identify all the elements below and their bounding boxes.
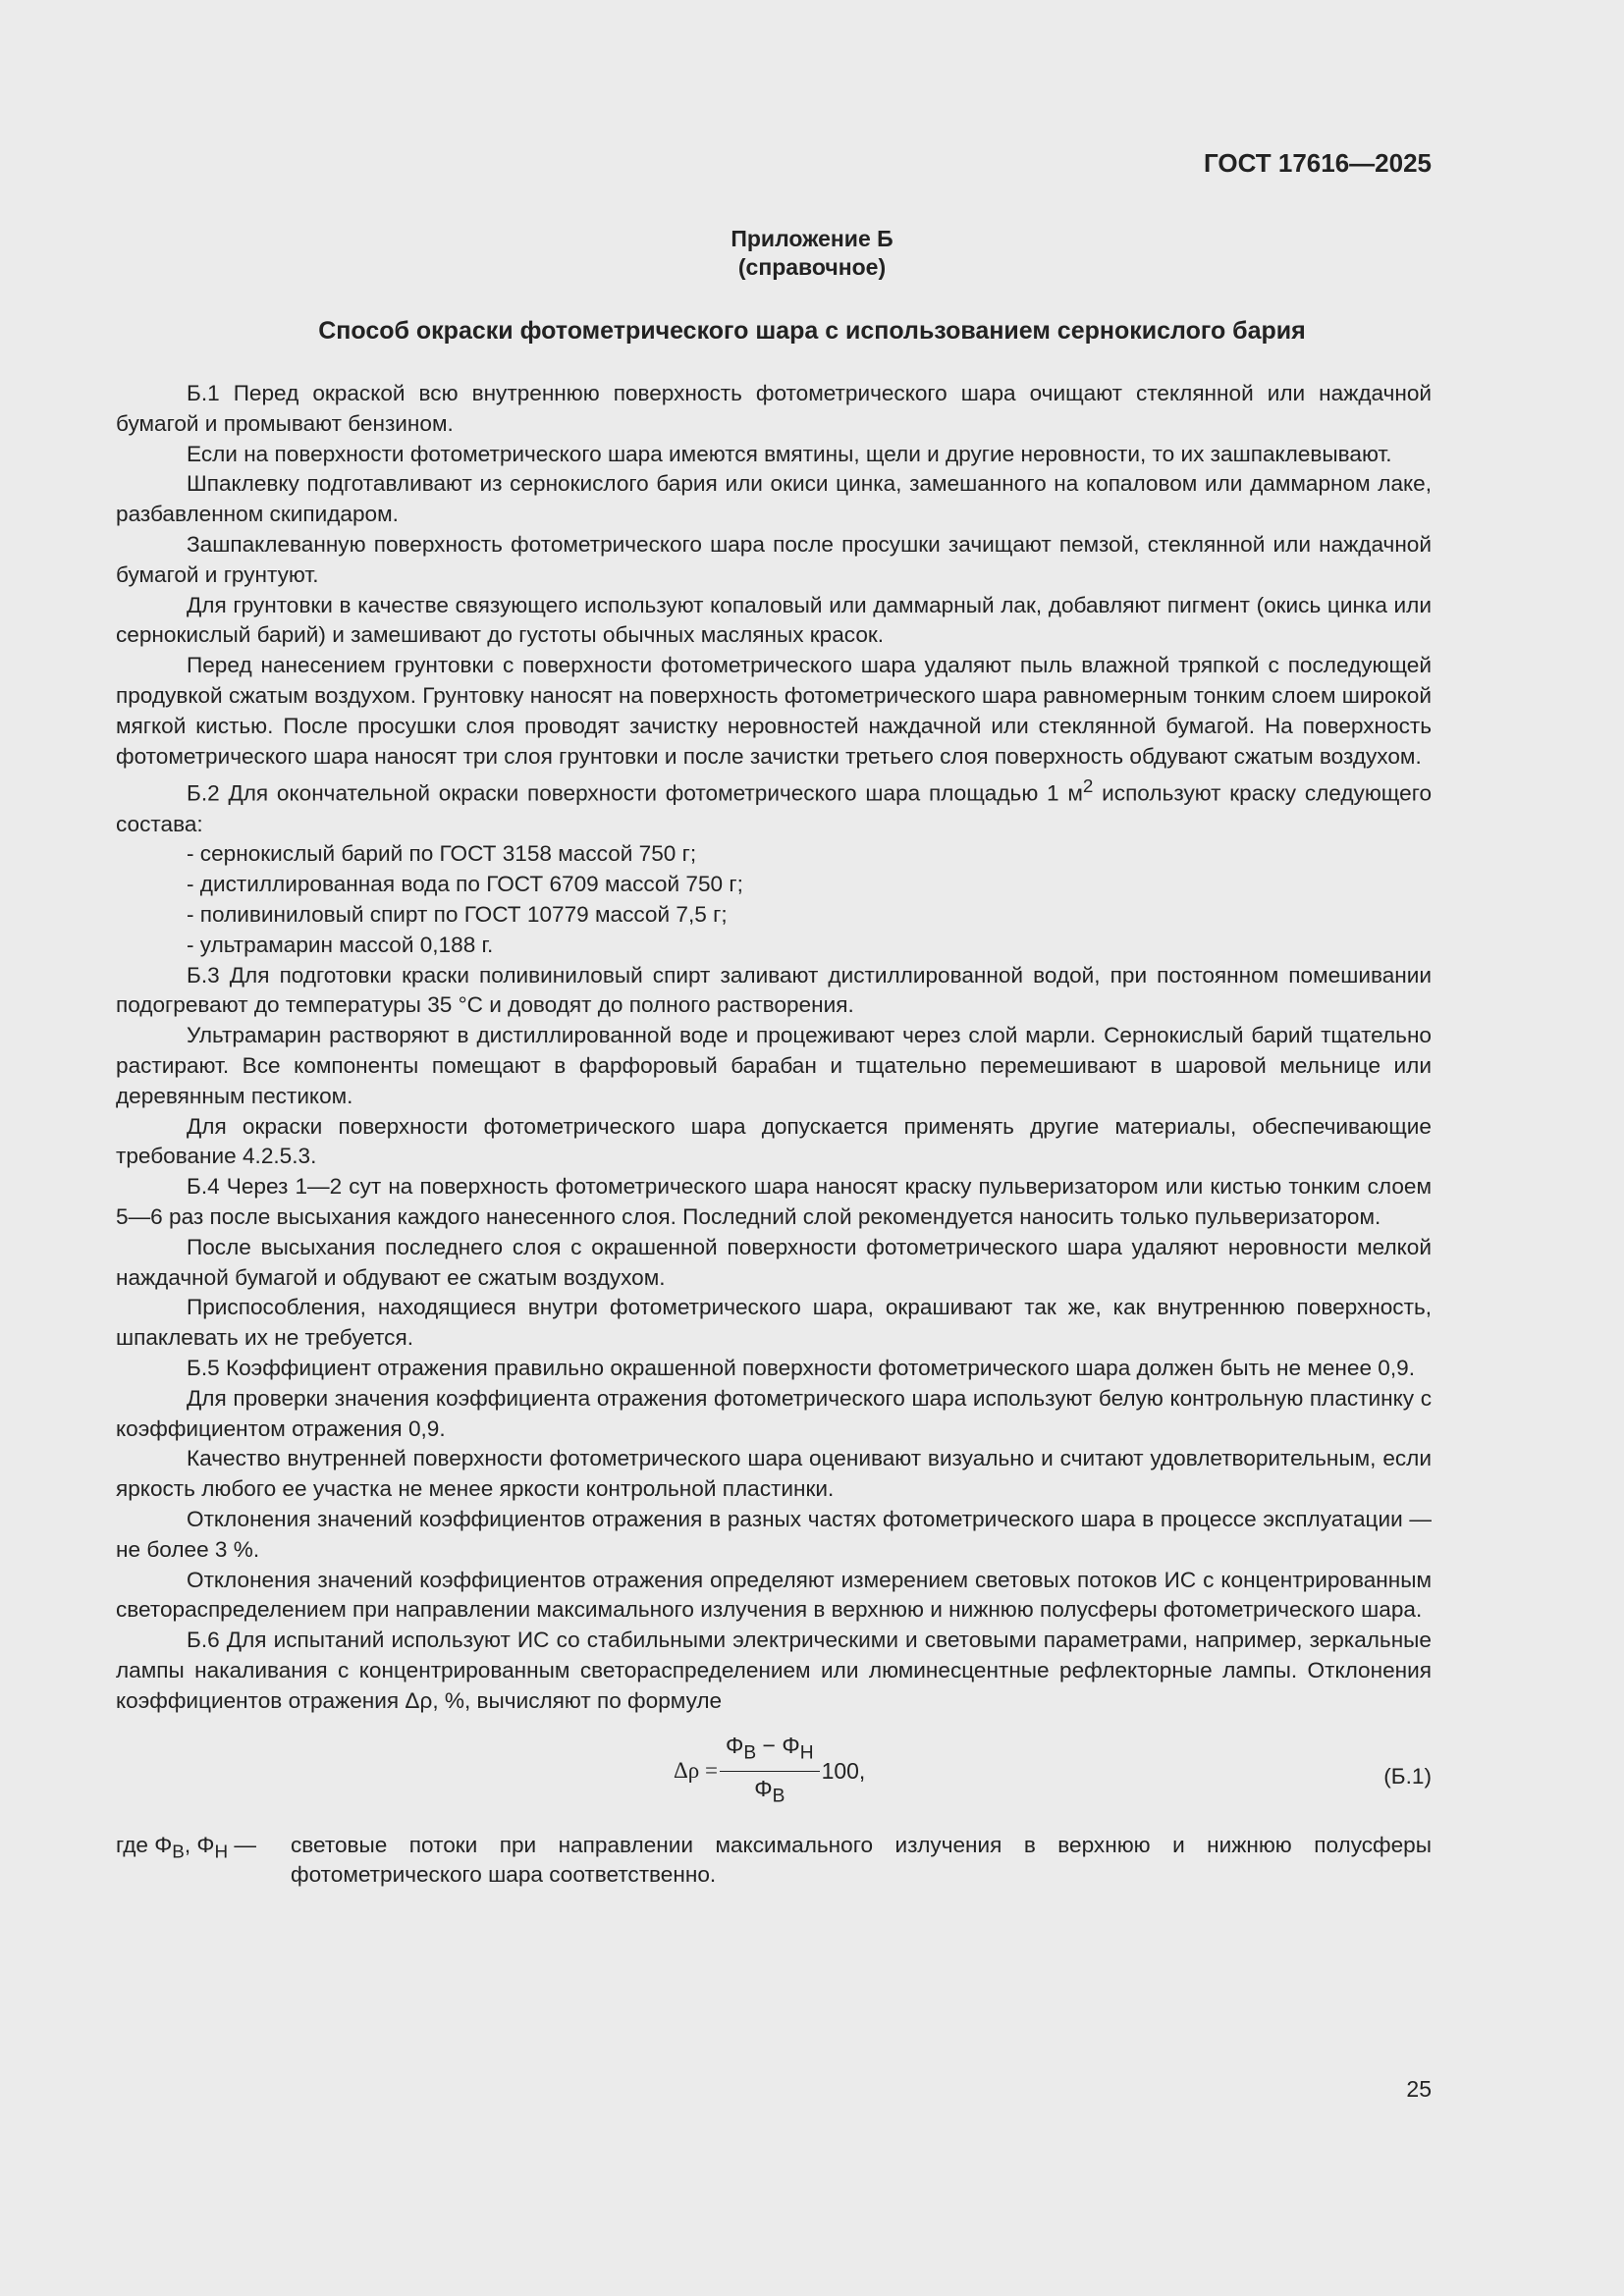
list-item: - поливиниловый спирт по ГОСТ 10779 массой 7,5 г; — [187, 902, 728, 928]
legend-subscript: Н — [214, 1841, 229, 1862]
formula-numerator — [720, 1731, 820, 1772]
paragraph: Для грунтовки в качестве связующего используют копаловый или даммарный лак, добавляют пигмент (окись цинка или сернокислый барий) и замешивают до густоты обычных масляных красок. — [116, 592, 1432, 648]
paragraph: Б.1 Перед окраской всю внутреннюю поверхность фотометрического шара очищают стеклянной или наждачной бумагой и промывают бензином. — [116, 381, 1432, 436]
formula-symbol: Φ — [754, 1775, 773, 1801]
paragraph: Приспособления, находящиеся внутри фотометрического шара, окрашивают так же, как внутреннюю поверхность, шпаклевать их не требуется. — [116, 1295, 1432, 1351]
paragraph: Б.4 Через 1—2 сут на поверхность фотометрического шара наносят краску пульверизатором или кистью тонким слоем 5—6 раз после высыхания каждого нанесенного слоя. Последний слой рекомендуется наносить только пульверизатором. — [116, 1174, 1432, 1230]
formula-subscript: В — [772, 1786, 785, 1807]
formula-subscript: Н — [799, 1742, 814, 1764]
formula — [674, 1731, 865, 1813]
annex-heading — [0, 225, 1624, 282]
paragraph-b2 — [116, 772, 1432, 839]
legend-subscript: В — [172, 1841, 185, 1862]
paragraph: Б.5 Коэффициент отражения правильно окрашенной поверхности фотометрического шара должен быть не менее 0,9. — [187, 1356, 1415, 1381]
paragraph: Перед нанесением грунтовки с поверхности фотометрического шара удаляют пыль влажной тряпкой с последующей продувкой сжатым воздухом. Грунтовку наносят на поверхность фотометрического шара равномерным тонким слоем широкой мягкой кистью. После просушки слоя проводят зачистку неровностей наждачной или стеклянной бумагой. На поверхность фотометрического шара наносят три слоя грунтовки и после зачистки третьего слоя поверхность обдувают сжатым воздухом. — [116, 653, 1432, 769]
paragraph: Качество внутренней поверхности фотометрического шара оценивают визуально и считают удовлетворительным, если яркость любого ее участка не менее яркости контрольной пластинки. — [116, 1446, 1432, 1502]
legend-symbol: , Φ — [184, 1832, 215, 1857]
paragraph: Зашпаклеванную поверхность фотометрического шара после просушки зачищают пемзой, стеклянной или наждачной бумагой и грунтуют. — [116, 531, 1432, 587]
formula-operator: − — [756, 1732, 783, 1758]
paragraph: Для окраски поверхности фотометрического шара допускается применять другие материалы, обеспечивающие требование 4.2.5.3. — [116, 1113, 1432, 1169]
list-item: - дистиллированная вода по ГОСТ 6709 массой 750 г; — [187, 872, 743, 897]
formula-symbol: Φ — [782, 1732, 800, 1758]
formula-fraction — [720, 1731, 820, 1813]
page-number: 25 — [1406, 2076, 1432, 2102]
standard-code: ГОСТ 17616—2025 — [1204, 148, 1432, 178]
superscript: 2 — [1082, 775, 1094, 797]
b2-text-end: используют краску следующего состава: — [116, 780, 1433, 836]
b2-text: Б.2 Для окончательной окраски поверхности фотометрического шара площадью 1 м — [187, 780, 1083, 806]
document-body — [116, 379, 1432, 1891]
paragraph: После высыхания последнего слоя с окрашенной поверхности фотометрического шара удаляют неровности мелкой наждачной бумагой и обдувают ее сжатым воздухом. — [116, 1234, 1432, 1290]
paragraph: Отклонения значений коэффициентов отражения определяют измерением световых потоков ИС с концентрированным светораспределением при направлении максимального излучения в верхнюю и нижнюю полусферы фотометрического шара. — [116, 1567, 1432, 1623]
legend-text: световые потоки при направлении максимального излучения в верхнюю и нижнюю полусферы фотометрического шара соответственно. — [291, 1832, 1432, 1888]
list-item: - ультрамарин массой 0,188 г. — [187, 932, 494, 957]
formula-legend — [116, 1831, 1432, 1892]
annex-subtitle: (справочное) — [737, 254, 887, 280]
annex-title: Приложение Б — [731, 226, 893, 251]
legend-label — [116, 1831, 291, 1892]
formula-lhs: Δρ = — [674, 1758, 718, 1784]
formula-number: (Б.1) — [1383, 1763, 1432, 1789]
formula-row — [116, 1725, 1432, 1831]
formula-subscript: В — [743, 1742, 757, 1764]
formula-denominator — [754, 1772, 785, 1812]
section-title: Способ окраски фотометрического шара с использованием сернокислого бария — [318, 317, 1306, 345]
paragraph: Ультрамарин растворяют в дистиллированной воде и процеживают через слой марли. Сернокислый барий тщательно растирают. Все компоненты помещают в фарфоровый барабан и тщательно перемешивают в шаровой мельнице или деревянным пестиком. — [116, 1023, 1432, 1108]
paragraph: Б.6 Для испытаний используют ИС со стабильными электрическими и световыми параметрами, например, зеркальные лампы накаливания с концентрированным светораспределением или люминесцентные рефлекторные лампы. Отклонения коэффициентов отражения Δρ, %, вычисляют по формуле — [116, 1628, 1432, 1713]
formula-symbol: Φ — [726, 1732, 744, 1758]
paragraph: Б.3 Для подготовки краски поливиниловый спирт заливают дистиллированной водой, при постоянном помешивании подогревают до температуры 35 °С и доводят до полного растворения. — [116, 962, 1432, 1018]
paragraph: Шпаклевку подготавливают из сернокислого бария или окиси цинка, замешанного на копаловом или даммарном лаке, разбавленном скипидаром. — [116, 471, 1432, 527]
legend-dash: — — [228, 1832, 256, 1857]
formula-multiplier: 100, — [821, 1758, 866, 1785]
list-item: - сернокислый барий по ГОСТ 3158 массой 750 г; — [187, 841, 697, 867]
legend-symbol: где Φ — [116, 1832, 173, 1857]
paragraph: Для проверки значения коэффициента отражения фотометрического шара используют белую контрольную пластинку с коэффициентом отражения 0,9. — [116, 1385, 1432, 1441]
paragraph: Отклонения значений коэффициентов отражения в разных частях фотометрического шара в процессе эксплуатации — не более 3 %. — [116, 1507, 1432, 1562]
paragraph: Если на поверхности фотометрического шара имеются вмятины, щели и другие неровности, то их зашпаклевывают. — [187, 441, 1392, 466]
